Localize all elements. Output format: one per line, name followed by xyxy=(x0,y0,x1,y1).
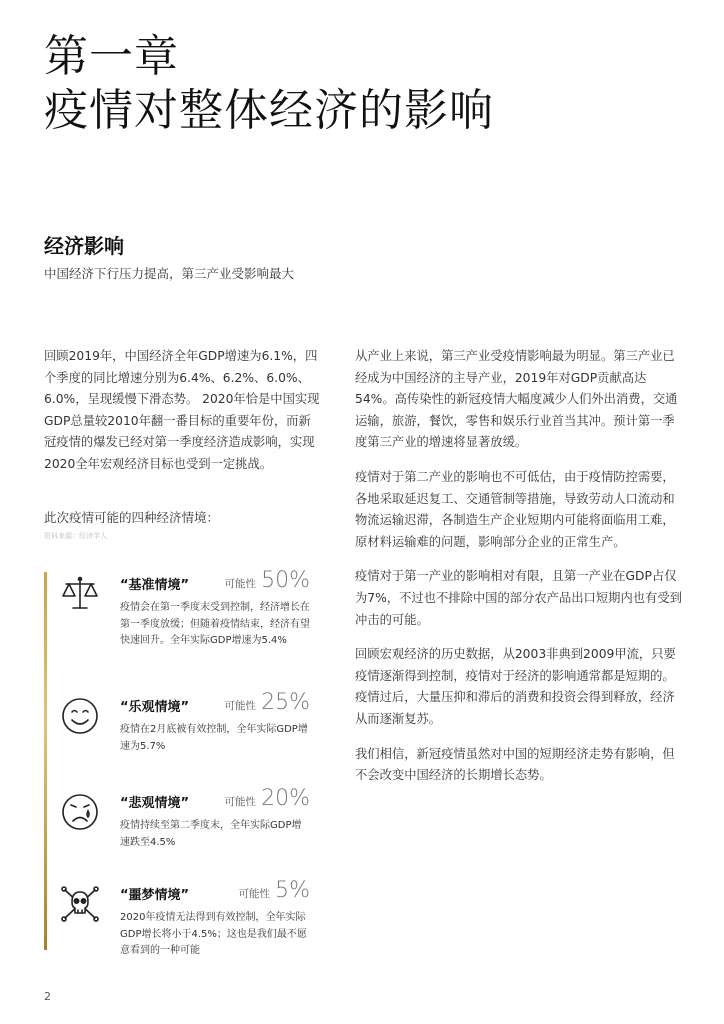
smiling-face-icon xyxy=(60,696,100,736)
probability xyxy=(239,878,311,903)
paragraph-tertiary-industry: 从产业上来说，第三产业受疫情影响最为明显。第三产业已经成为中国经济的主导产业，2019年对GDP贡献高达54%。高传染性的新冠疫情大幅度减少人们外出消费，交通运输，旅游，餐饮，零售和娱乐行业首当其冲。预计第一季度第三产业的增速将显著放缓。 xyxy=(355,349,678,450)
gold-accent-bar xyxy=(44,572,47,950)
probability-label: 可能性 xyxy=(224,700,256,712)
paragraph-conclusion: 我们相信，新冠疫情虽然对中国的短期经济走势有影响，但不会改变中国经济的长期增长态势。 xyxy=(355,746,675,783)
probability-value: 25% xyxy=(261,690,310,715)
probability xyxy=(225,690,311,715)
chapter-title xyxy=(44,30,494,138)
chapter-title-line1: 第一章 xyxy=(44,31,179,82)
crying-face-icon xyxy=(60,792,100,832)
scenario-name: “噩梦情境” xyxy=(120,888,190,903)
probability-value: 20% xyxy=(261,786,310,811)
probability-label: 可能性 xyxy=(238,888,270,900)
source-note: 资料来源：经济学人 xyxy=(44,532,107,540)
section-heading: 经济影响 xyxy=(44,234,124,258)
probability xyxy=(225,786,311,811)
paragraph-secondary-industry: 疫情对于第二产业的影响也不可低估，由于疫情防控需要，各地采取延迟复工、交通管制等措施，导致劳动人口流动和物流运输迟滞，各制造生产企业短期内可能将面临用工难，原材料运输难的问题，影响部分企业的正常生产。 xyxy=(355,469,675,549)
probability xyxy=(225,568,311,593)
balance-scale-icon xyxy=(60,574,100,614)
skull-crossbones-icon xyxy=(60,884,100,924)
chapter-title-line2: 疫情对整体经济的影响 xyxy=(44,85,494,136)
probability-label: 可能性 xyxy=(224,578,256,590)
intro-paragraph: 回顾2019年，中国经济全年GDP增速为6.1%，四个季度的同比增速分别为6.4%、6.2%、6.0%、6.0%，呈现缓慢下滑态势。 2020年恰是中国实现GDP总量较2010年翻一番目标的重要年份，而新冠疫情的爆发已经对第一季度经济造成影响，实现2020全年宏观经济目标也受到一定挑战。 xyxy=(44,349,320,471)
probability-label: 可能性 xyxy=(224,796,256,808)
scenario-description: 2020年疫情无法得到有效控制，全年实际GDP增长将小于4.5%；这也是我们最不愿意看到的一种可能 xyxy=(120,912,307,956)
scenario-name: “悲观情境” xyxy=(120,796,190,811)
scenario-description: 疫情在2月底被有效控制，全年实际GDP增速为5.7% xyxy=(120,724,308,752)
page-number: 2 xyxy=(44,990,51,1003)
scenario-name: “乐观情境” xyxy=(120,700,190,715)
scenario-description: 疫情持续至第二季度末，全年实际GDP增速跌至4.5% xyxy=(120,820,302,848)
scenarios-heading: 此次疫情可能的四种经济情境： xyxy=(44,510,220,525)
right-column xyxy=(355,346,683,800)
paragraph-primary-industry: 疫情对于第一产业的影响相对有限，且第一产业在GDP占仅为7%，不过也不排除中国的部分农产品出口短期内也有受到冲击的可能。 xyxy=(355,569,682,627)
section-subtitle: 中国经济下行压力提高，第三产业受影响最大 xyxy=(44,266,295,281)
probability-value: 5% xyxy=(275,878,310,903)
scenario-name: “基准情境” xyxy=(120,578,190,593)
paragraph-history: 回顾宏观经济的历史数据，从2003非典到2009甲流，只要疫情逐渐得到控制，疫情对于经济的影响通常都是短期的。疫情过后，大量压抑和滞后的消费和投资会得到释放，经济从而逐渐复苏。 xyxy=(355,647,676,726)
probability-value: 50% xyxy=(261,568,310,593)
scenario-description: 疫情会在第一季度末受到控制，经济增长在第一季度放缓；但随着疫情结束，经济有望快速回升。全年实际GDP增速为5.4% xyxy=(120,602,310,646)
